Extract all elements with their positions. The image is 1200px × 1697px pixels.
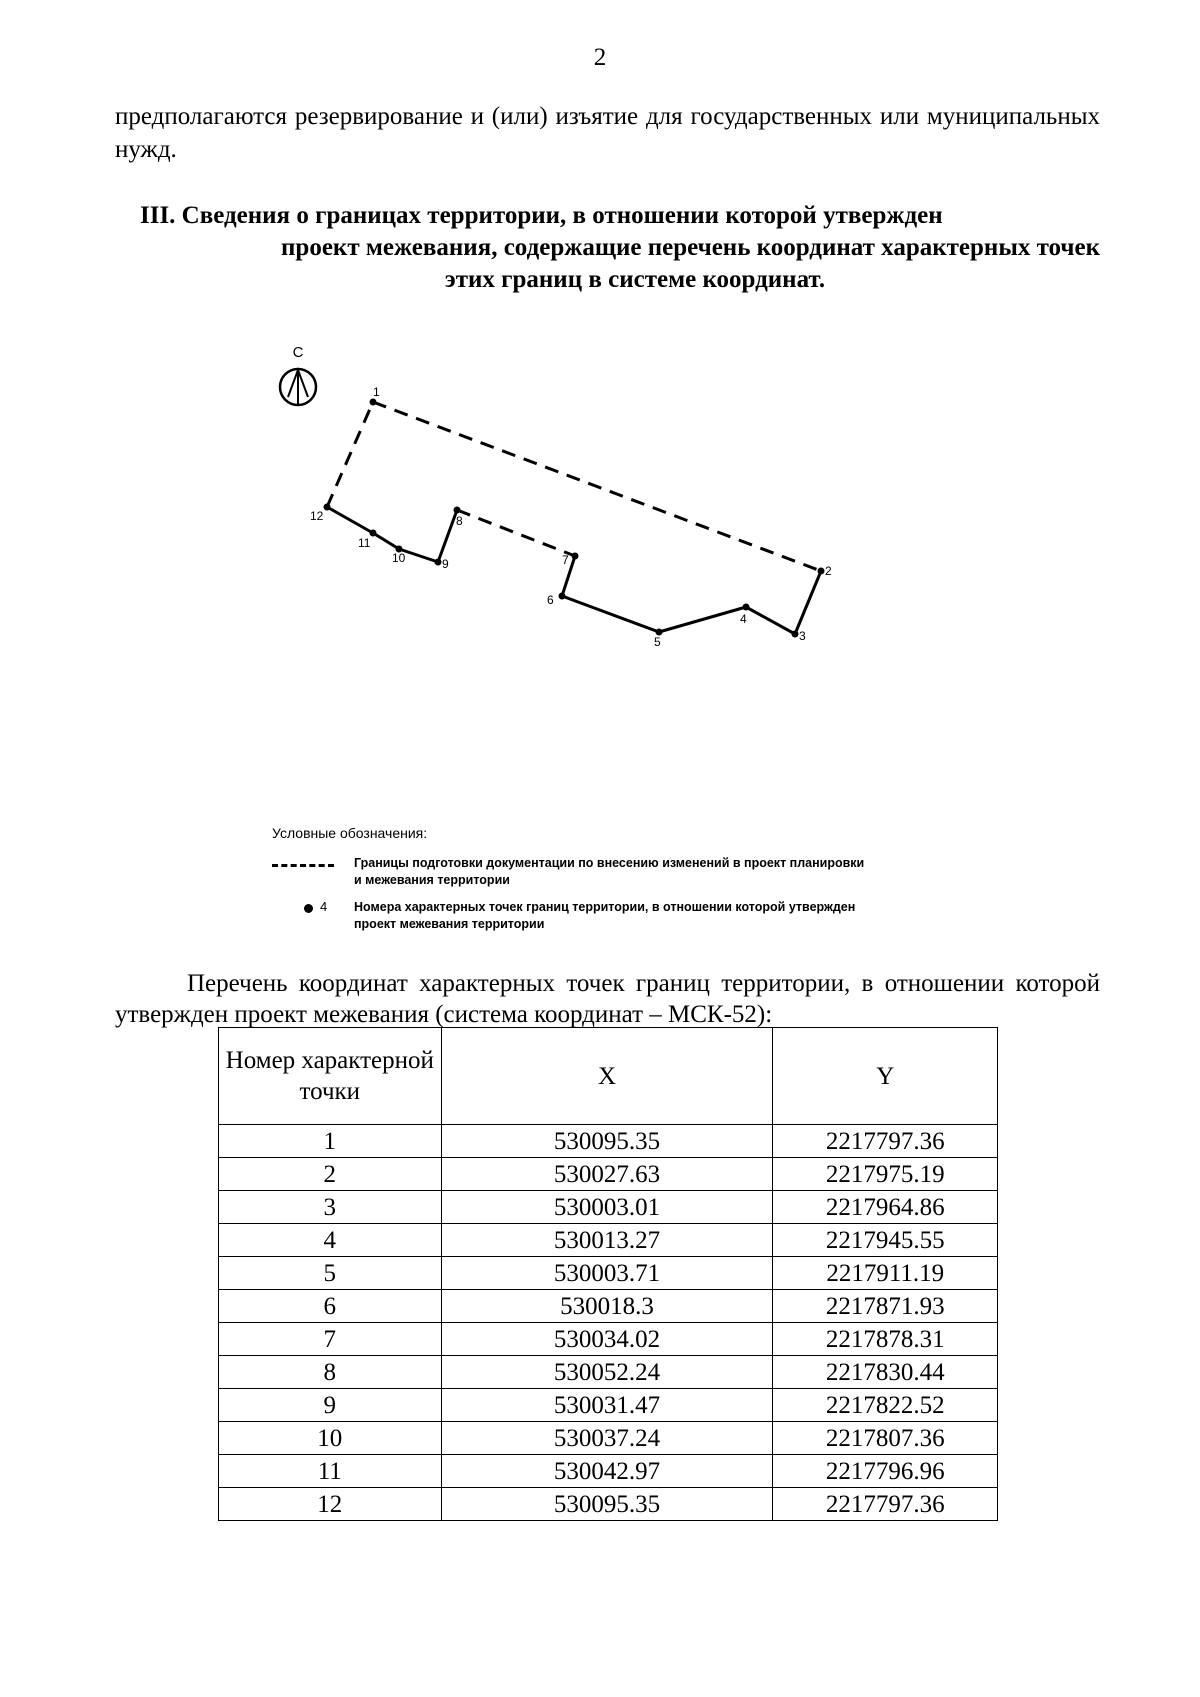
cell-x: 530095.35 bbox=[441, 1488, 773, 1521]
legend-title: Условные обозначения: bbox=[272, 825, 428, 841]
section-heading bbox=[140, 200, 1100, 296]
table-row bbox=[219, 1389, 998, 1422]
cell-x: 530013.27 bbox=[441, 1224, 773, 1257]
coordinates-caption: Перечень координат характерных точек границ территории, в отношении которой утвержден проект межевания (система координат – МСК-52): bbox=[115, 970, 1100, 1028]
header-point-number: Номер характерной точки bbox=[219, 1028, 442, 1125]
cell-x: 530018.3 bbox=[441, 1290, 773, 1323]
cell-x: 530095.35 bbox=[441, 1125, 773, 1158]
point-marker-11 bbox=[370, 530, 377, 537]
cell-x: 530034.02 bbox=[441, 1323, 773, 1356]
cell-y: 2217964.86 bbox=[773, 1191, 998, 1224]
point-marker-3 bbox=[792, 631, 799, 638]
cell-number: 8 bbox=[219, 1356, 442, 1389]
section-heading-line-3: этих границ в системе координат. bbox=[444, 266, 826, 293]
cell-x: 530042.97 bbox=[441, 1455, 773, 1488]
cell-y: 2217878.31 bbox=[773, 1323, 998, 1356]
cell-y: 2217807.36 bbox=[773, 1422, 998, 1455]
point-marker-9 bbox=[435, 559, 442, 566]
section-heading-line-1: III. Сведения о границах территории, в отношении которой утвержден bbox=[140, 202, 943, 229]
cell-x: 530037.24 bbox=[441, 1422, 773, 1455]
cell-number: 6 bbox=[219, 1290, 442, 1323]
table-row bbox=[219, 1356, 998, 1389]
cell-number: 3 bbox=[219, 1191, 442, 1224]
table-row bbox=[219, 1257, 998, 1290]
table-row bbox=[219, 1455, 998, 1488]
point-label-10: 10 bbox=[392, 551, 406, 565]
table-row bbox=[219, 1224, 998, 1257]
point-marker-1 bbox=[370, 399, 377, 406]
cell-number: 1 bbox=[219, 1125, 442, 1158]
point-marker-6 bbox=[559, 593, 566, 600]
legend-dashed-text: Границы подготовки документации по внесению изменений в проект планировки и межевания территории bbox=[354, 856, 865, 887]
cell-x: 530031.47 bbox=[441, 1389, 773, 1422]
cell-number: 11 bbox=[219, 1455, 442, 1488]
table-row bbox=[219, 1323, 998, 1356]
legend-row-point bbox=[272, 899, 900, 943]
point-label-11: 11 bbox=[358, 536, 371, 550]
point-marker-4 bbox=[743, 604, 750, 611]
boundary-solid-lines bbox=[327, 507, 821, 634]
page-number: 2 bbox=[593, 44, 607, 71]
cell-y: 2217871.93 bbox=[773, 1290, 998, 1323]
header-y: Y bbox=[773, 1028, 998, 1125]
cell-y: 2217822.52 bbox=[773, 1389, 998, 1422]
point-label-4: 4 bbox=[740, 612, 747, 626]
point-label-7: 7 bbox=[562, 553, 569, 567]
cell-y: 2217945.55 bbox=[773, 1224, 998, 1257]
cell-y: 2217797.36 bbox=[773, 1125, 998, 1158]
table-header-row bbox=[219, 1028, 998, 1125]
point-label-9: 9 bbox=[442, 557, 449, 571]
point-marker-2 bbox=[818, 568, 825, 575]
point-label-5: 5 bbox=[654, 635, 661, 649]
cell-number: 7 bbox=[219, 1323, 442, 1356]
north-label: С bbox=[292, 344, 304, 361]
boundary-point-labels bbox=[310, 385, 832, 649]
coordinates-table bbox=[218, 1027, 998, 1521]
cell-x: 530003.01 bbox=[441, 1191, 773, 1224]
point-marker-8 bbox=[454, 507, 461, 514]
cell-number: 9 bbox=[219, 1389, 442, 1422]
cell-number: 2 bbox=[219, 1158, 442, 1191]
point-label-2: 2 bbox=[825, 564, 832, 578]
boundary-map bbox=[260, 330, 920, 730]
boundary-dashed-lines bbox=[327, 402, 821, 571]
cell-y: 2217830.44 bbox=[773, 1356, 998, 1389]
section-heading-line-2: проект межевания, содержащие перечень координат характерных точек bbox=[281, 234, 1100, 261]
table-row bbox=[219, 1488, 998, 1521]
cell-number: 5 bbox=[219, 1257, 442, 1290]
point-marker-12 bbox=[324, 504, 331, 511]
table-row bbox=[219, 1158, 998, 1191]
cell-number: 10 bbox=[219, 1422, 442, 1455]
table-row bbox=[219, 1290, 998, 1323]
point-label-8: 8 bbox=[456, 514, 463, 528]
cell-y: 2217797.36 bbox=[773, 1488, 998, 1521]
legend-point-text: Номера характерных точек границ территории, в отношении которой утвержден проект межевания территории bbox=[354, 900, 856, 931]
cell-y: 2217796.96 bbox=[773, 1455, 998, 1488]
intro-paragraph: предполагаются резервирование и (или) изъятие для государственных или муниципальных нужд. bbox=[115, 103, 1100, 163]
cell-number: 12 bbox=[219, 1488, 442, 1521]
point-label-3: 3 bbox=[799, 629, 806, 643]
table-row bbox=[219, 1125, 998, 1158]
cell-x: 530027.63 bbox=[441, 1158, 773, 1191]
point-label-12: 12 bbox=[310, 509, 324, 523]
legend-point-number: 4 bbox=[320, 899, 328, 914]
dashed-line-icon bbox=[272, 855, 342, 875]
table-row bbox=[219, 1191, 998, 1224]
point-marker-7 bbox=[572, 553, 579, 560]
cell-y: 2217975.19 bbox=[773, 1158, 998, 1191]
cell-x: 530052.24 bbox=[441, 1356, 773, 1389]
legend-row-dashed bbox=[272, 855, 900, 899]
header-x: X bbox=[441, 1028, 773, 1125]
point-label-1: 1 bbox=[373, 385, 380, 399]
table-row bbox=[219, 1422, 998, 1455]
point-dot-icon bbox=[272, 899, 342, 919]
cell-y: 2217911.19 bbox=[773, 1257, 998, 1290]
cell-number: 4 bbox=[219, 1224, 442, 1257]
north-arrow-icon bbox=[280, 368, 316, 405]
cell-x: 530003.71 bbox=[441, 1257, 773, 1290]
point-label-6: 6 bbox=[547, 593, 554, 607]
map-legend bbox=[260, 825, 900, 943]
